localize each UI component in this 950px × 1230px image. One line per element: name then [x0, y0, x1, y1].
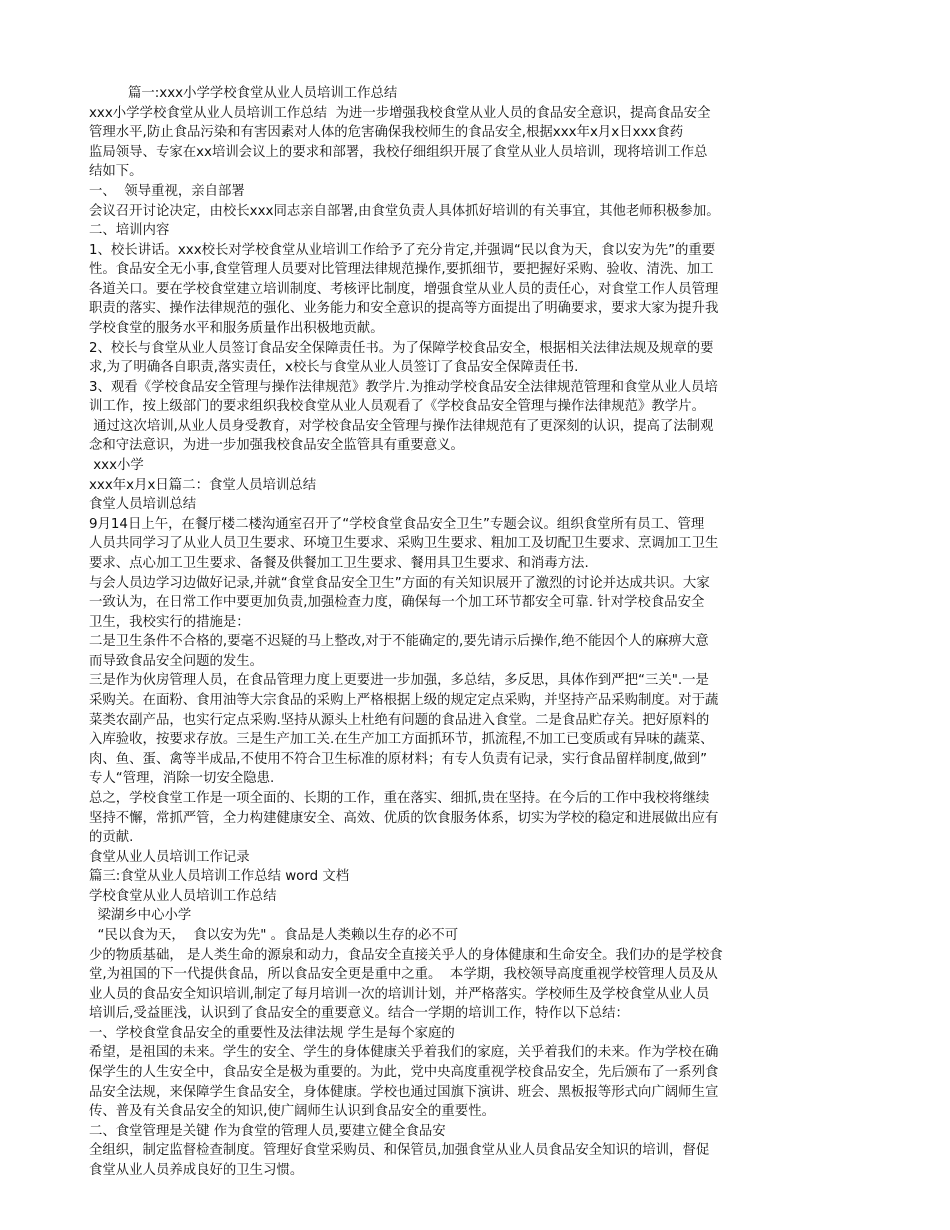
- text-line: 要求、点心加工卫生要求、备餐及供餐加工卫生要求、餐用具卫生要求、和消毒方法.: [89, 555, 589, 571]
- text-line: 专人“管理，消除一切安全隐患.: [89, 771, 275, 787]
- text-line: 篇三:食堂从业人员培训工作总结 word 文档: [89, 869, 350, 885]
- text-line: 肉、鱼、蛋、禽等半成品,不使用不符合卫生标准的原材料；有专人负责有记录，实行食品留样制度,做到”: [89, 751, 708, 767]
- text-line: 食堂从业人员养成良好的卫生习惯。: [89, 1162, 304, 1178]
- text-line: 结如下。: [89, 164, 143, 180]
- text-line: 各道关口。要在学校食堂建立培训制度、考核评比制度，增强食堂从业人员的责任心，对食堂工作人员管理: [89, 281, 719, 297]
- text-line: 二是卫生条件不合格的,要毫不迟疑的马上整改,对于不能确定的,要先请示后操作,绝不能因个人的麻痹大意: [89, 634, 709, 650]
- text-line: 通过这次培训,从业人员身受教育，对学校食品安全管理与操作法律规范有了更深刻的认识，提高了法制观: [89, 418, 714, 434]
- text-line: 的贡献.: [89, 830, 134, 845]
- text-line: 监局领导、专家在xx培训会议上的要求和部署，我校仔细组织开展了食堂从业人员培训，现将培训工作总: [89, 144, 708, 160]
- text-line: 二、食堂管理是关键 作为食堂的管理人员,要建立健全食品安: [89, 1123, 446, 1139]
- text-line: 堂,为祖国的下一代提供食品，所以食品安全更是重中之重。 本学期，我校领导高度重视学校管理人员及从: [89, 967, 718, 983]
- text-line: 一、学校食堂食品安全的重要性及法律法规 学生是每个家庭的: [89, 1025, 455, 1041]
- text-line: 管理水平,防止食品污染和有害因素对人体的危害确保我校师生的食品安全,根据xxx年x月x日xxx食药: [89, 125, 684, 141]
- text-line: 训工作，按上级部门的要求组织我校食堂从业人员观看了《学校食品安全管理与操作法律规范》教学片。: [89, 399, 705, 415]
- text-line: 菜类农副产品，也实行定点采购.坚持从源头上杜绝有问题的食品进入食堂。二是食品贮存关。把好原料的: [89, 712, 710, 728]
- text-line: 念和守法意识，为进一步加强我校食品安全监管具有重要意义。: [89, 438, 464, 454]
- text-line: 求,为了明确各自职责,落实责任，x校长与食堂从业人员签订了食品安全保障责任书.: [89, 360, 579, 376]
- text-line: 采购关。在面粉、食用油等大宗食品的采购上严格根据上级的规定定点采购，并坚持产品采购制度。对于蔬: [89, 693, 719, 708]
- text-line: 全组织，制定监督检查制度。管理好食堂采购员、和保管员,加强食堂从业人员食品安全知识的培训，督促: [89, 1143, 710, 1159]
- text-line: “民以食为天， 食以安为先" 。食品是人类赖以生存的必不可: [89, 927, 459, 943]
- text-line: 会议召开讨论决定，由校长xxx同志亲自部署,由食堂负责人具体抓好培训的有关事宜，其他老师积极参加。: [89, 203, 720, 219]
- text-line: xxx年x月x日篇二：食堂人员培训总结: [89, 477, 317, 493]
- document-title-line: 篇一:xxx小学学校食堂从业人员培训工作总结: [128, 86, 398, 101]
- text-line: 学校食堂从业人员培训工作总结: [89, 888, 277, 904]
- text-line: 传、普及有关食品安全的知识,使广阔师生认识到食品安全的重要性。: [89, 1104, 495, 1120]
- text-line: 卫生，我校实行的措施是：: [89, 614, 250, 630]
- text-line: 1、校长讲话。xxx校长对学校食堂从业培训工作给予了充分肯定,并强调“民以食为天，食以安为先”的重要: [89, 242, 716, 258]
- text-line: 坚持不懈，常抓严管，全力构建健康安全、高效、优质的饮食服务体系，切实为学校的稳定和进展做出应有: [89, 810, 719, 826]
- text-line: 三是作为伙房管理人员，在食品管理力度上更要进一步加强，多总结，多反思，具体作到严把“三关".一是: [89, 673, 709, 689]
- text-line: 二、培训内容: [89, 223, 170, 239]
- text-line: 入库验收，按要求存放。三是生产加工关.在生产加工方面抓环节，抓流程,不加工已变质或有异味的蔬菜、: [89, 732, 714, 748]
- text-line: 职责的落实、操作法律规范的强化、业务能力和安全意识的提高等方面提出了明确要求，要求大家为提升我: [89, 301, 719, 317]
- text-line: 希望，是祖国的未来。学生的安全、学生的身体健康关乎着我们的家庭，关乎着我们的未来。作为学校在确: [89, 1045, 719, 1061]
- text-line: 少的物质基础， 是人类生命的源泉和动力，食品安全直接关乎人的身体健康和生命安全。我们办的是学校食: [89, 947, 723, 963]
- text-line: 性。食品安全无小事,食堂管理人员要对比管理法律规范操作,要抓细节，要把握好采购、验收、清洗、加工: [89, 262, 714, 278]
- text-line: xxx小学: [89, 458, 144, 473]
- text-line: 2、校长与食堂从业人员签订食品安全保障责任书。为了保障学校食品安全，根据相关法律法规及规章的要: [89, 340, 714, 356]
- text-line: 品安全法规，来保障学生食品安全，身体健康。学校也通过国旗下演讲、班会、黑板报等形式向广阔师生宣: [89, 1084, 719, 1100]
- text-line: 一、 领导重视，亲自部署: [89, 183, 245, 199]
- text-line: 人员共同学习了从业人员卫生要求、环境卫生要求、采购卫生要求、粗加工及切配卫生要求、烹调加工卫生: [89, 536, 719, 552]
- text-line: 业人员的食品安全知识培训,制定了每月培训一次的培训计划，并严格落实。学校师生及学校食堂从业人员: [89, 986, 710, 1002]
- text-line: 而导致食品安全问题的发生。: [89, 653, 264, 669]
- text-line: 食堂人员培训总结: [89, 497, 197, 513]
- text-line: 学校食堂的服务水平和服务质量作出积极地贡献。: [89, 321, 384, 336]
- text-line: 梁湖乡中心小学: [89, 908, 192, 924]
- text-line: 9月14日上午，在餐厅楼二楼沟通室召开了“学校食堂食品安全卫生”专题会议。组织食堂所有员工、管理: [89, 516, 705, 532]
- text-line: 3、观看《学校食品安全管理与操作法律规范》教学片.为推动学校食品安全法律规范管理和食堂从业人员培: [89, 379, 718, 395]
- text-line: 保学生的人生安全中，食品安全是极为重要的。为此，党中央高度重视学校食品安全，先后颁布了一系列食: [89, 1065, 719, 1080]
- text-line: 与会人员边学习边做好记录,并就“食堂食品安全卫生”方面的有关知识展开了激烈的讨论并达成共识。大家: [89, 575, 710, 591]
- text-line: 一致认为，在日常工作中要更加负责,加强检查力度，确保每一个加工环节都安全可靠. 针对学校食品安全: [89, 595, 705, 611]
- text-line: 培训后,受益匪浅，认识到了食品安全的重要意义。结合一学期的培训工作，特作以下总结：: [89, 1006, 629, 1022]
- text-line: xxx小学学校食堂从业人员培训工作总结 为进一步增强我校食堂从业人员的食品安全意识，提高食品安全: [89, 105, 711, 121]
- text-line: 食堂从业人员培训工作记录: [89, 849, 250, 865]
- text-line: 总之，学校食堂工作是一项全面的、长期的工作，重在落实、细抓,贵在坚持。在今后的工作中我校将继续: [89, 790, 710, 806]
